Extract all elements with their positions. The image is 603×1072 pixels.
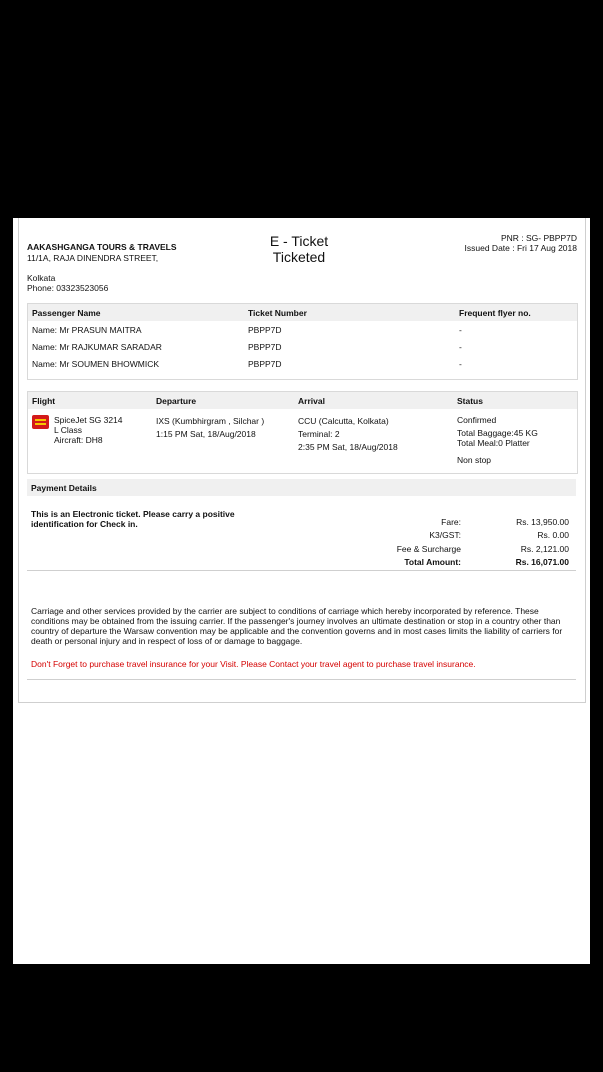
gst-value: Rs. 0.00 [537, 530, 569, 540]
frequent-flyer-no: - [459, 325, 462, 335]
passenger-table [27, 303, 578, 380]
departure-place: IXS (Kumbhirgram , Silchar ) [156, 416, 265, 426]
passenger-table-header [28, 304, 577, 321]
flight-table-header [28, 392, 577, 409]
fee-value: Rs. 2,121.00 [520, 544, 569, 554]
pnr: PNR : SG- PBPP7D [500, 233, 577, 243]
frequent-flyer-no: - [459, 342, 462, 352]
payment-header-label: Payment Details [31, 483, 97, 493]
ticket-number: PBPP7D [248, 359, 282, 369]
agency-address: 11/1A, RAJA DINENDRA STREET, [27, 253, 159, 263]
fare-label: Fare: [441, 517, 461, 527]
fee-label: Fee & Surcharge [396, 544, 461, 554]
spicejet-logo-icon [32, 415, 49, 429]
frequent-flyer-no: - [459, 359, 462, 369]
arrival-terminal: Terminal: 2 [298, 429, 340, 439]
booking-status: Confirmed [457, 415, 497, 425]
col-arrival: Arrival [298, 396, 325, 406]
col-frequent-flyer: Frequent flyer no. [459, 308, 531, 318]
divider [27, 679, 576, 680]
stops: Non stop [457, 455, 492, 465]
divider [27, 570, 576, 571]
arrival-place: CCU (Calcutta, Kolkata) [298, 416, 389, 426]
ticket-number: PBPP7D [248, 325, 282, 335]
total-label: Total Amount: [404, 557, 461, 567]
issued-date: Issued Date : Fri 17 Aug 2018 [464, 243, 577, 253]
gst-label: K3/GST: [429, 530, 461, 540]
passenger-name: Name: Mr PRASUN MAITRA [32, 325, 142, 335]
arrival-info [298, 415, 398, 454]
pnr-block [465, 233, 577, 253]
meal: Total Meal:0 Platter [457, 438, 530, 448]
status-info [457, 415, 538, 465]
flight-row [28, 409, 577, 473]
ticket-status: Ticketed [272, 249, 326, 265]
flight-table [27, 391, 578, 474]
document-page [13, 218, 590, 964]
terms-text: Carriage and other services provided by the carrier are subject to conditions of carriage which hereby incorporated by reference. These conditions may be obtained from the issuing carrier. If the passenger's journey involves an ultimate destination or stop in a country other than country of departure the Warsaw convention may be applicable and the convention governs and in most cases limits the liability of carriers for death or personal injury and in respect of loss of or damage to baggage. [31, 606, 563, 646]
ticket-title: E - Ticket [269, 233, 329, 249]
col-status: Status [457, 396, 483, 406]
flight-number: SpiceJet SG 3214 [54, 415, 123, 425]
payment-header [27, 479, 576, 496]
col-ticket-number: Ticket Number [248, 308, 307, 318]
passenger-name: Name: Mr RAJKUMAR SARADAR [32, 342, 162, 352]
flight-class: L Class [54, 425, 83, 435]
col-departure: Departure [156, 396, 197, 406]
baggage: Total Baggage:45 KG [457, 428, 538, 438]
fare-value: Rs. 13,950.00 [516, 517, 569, 527]
departure-time: 1:15 PM Sat, 18/Aug/2018 [156, 429, 256, 439]
agency-city: Kolkata [27, 273, 56, 283]
arrival-time: 2:35 PM Sat, 18/Aug/2018 [298, 442, 398, 452]
agency-name: AAKASHGANGA TOURS & TRAVELS [27, 242, 177, 252]
col-passenger-name: Passenger Name [32, 308, 101, 318]
table-row [28, 321, 577, 338]
departure-info [156, 415, 264, 441]
col-flight: Flight [32, 396, 56, 406]
ticket-number: PBPP7D [248, 342, 282, 352]
agency-phone: Phone: 03323523056 [27, 283, 109, 293]
table-row [28, 338, 577, 355]
e-ticket [18, 218, 586, 703]
eticket-note: This is an Electronic ticket. Please carry a positive identification for Check in. [31, 509, 235, 529]
table-row [28, 355, 577, 372]
insurance-notice: Don't Forget to purchase travel insurance for your Visit. Please Contact your travel agent to purchase travel insurance. [31, 659, 476, 669]
flight-info [54, 415, 123, 445]
ticket-title-block [249, 233, 349, 265]
aircraft: Aircraft: DH8 [54, 435, 103, 445]
passenger-name: Name: Mr SOUMEN BHOWMICK [32, 359, 160, 369]
total-value: Rs. 16,071.00 [515, 557, 569, 567]
